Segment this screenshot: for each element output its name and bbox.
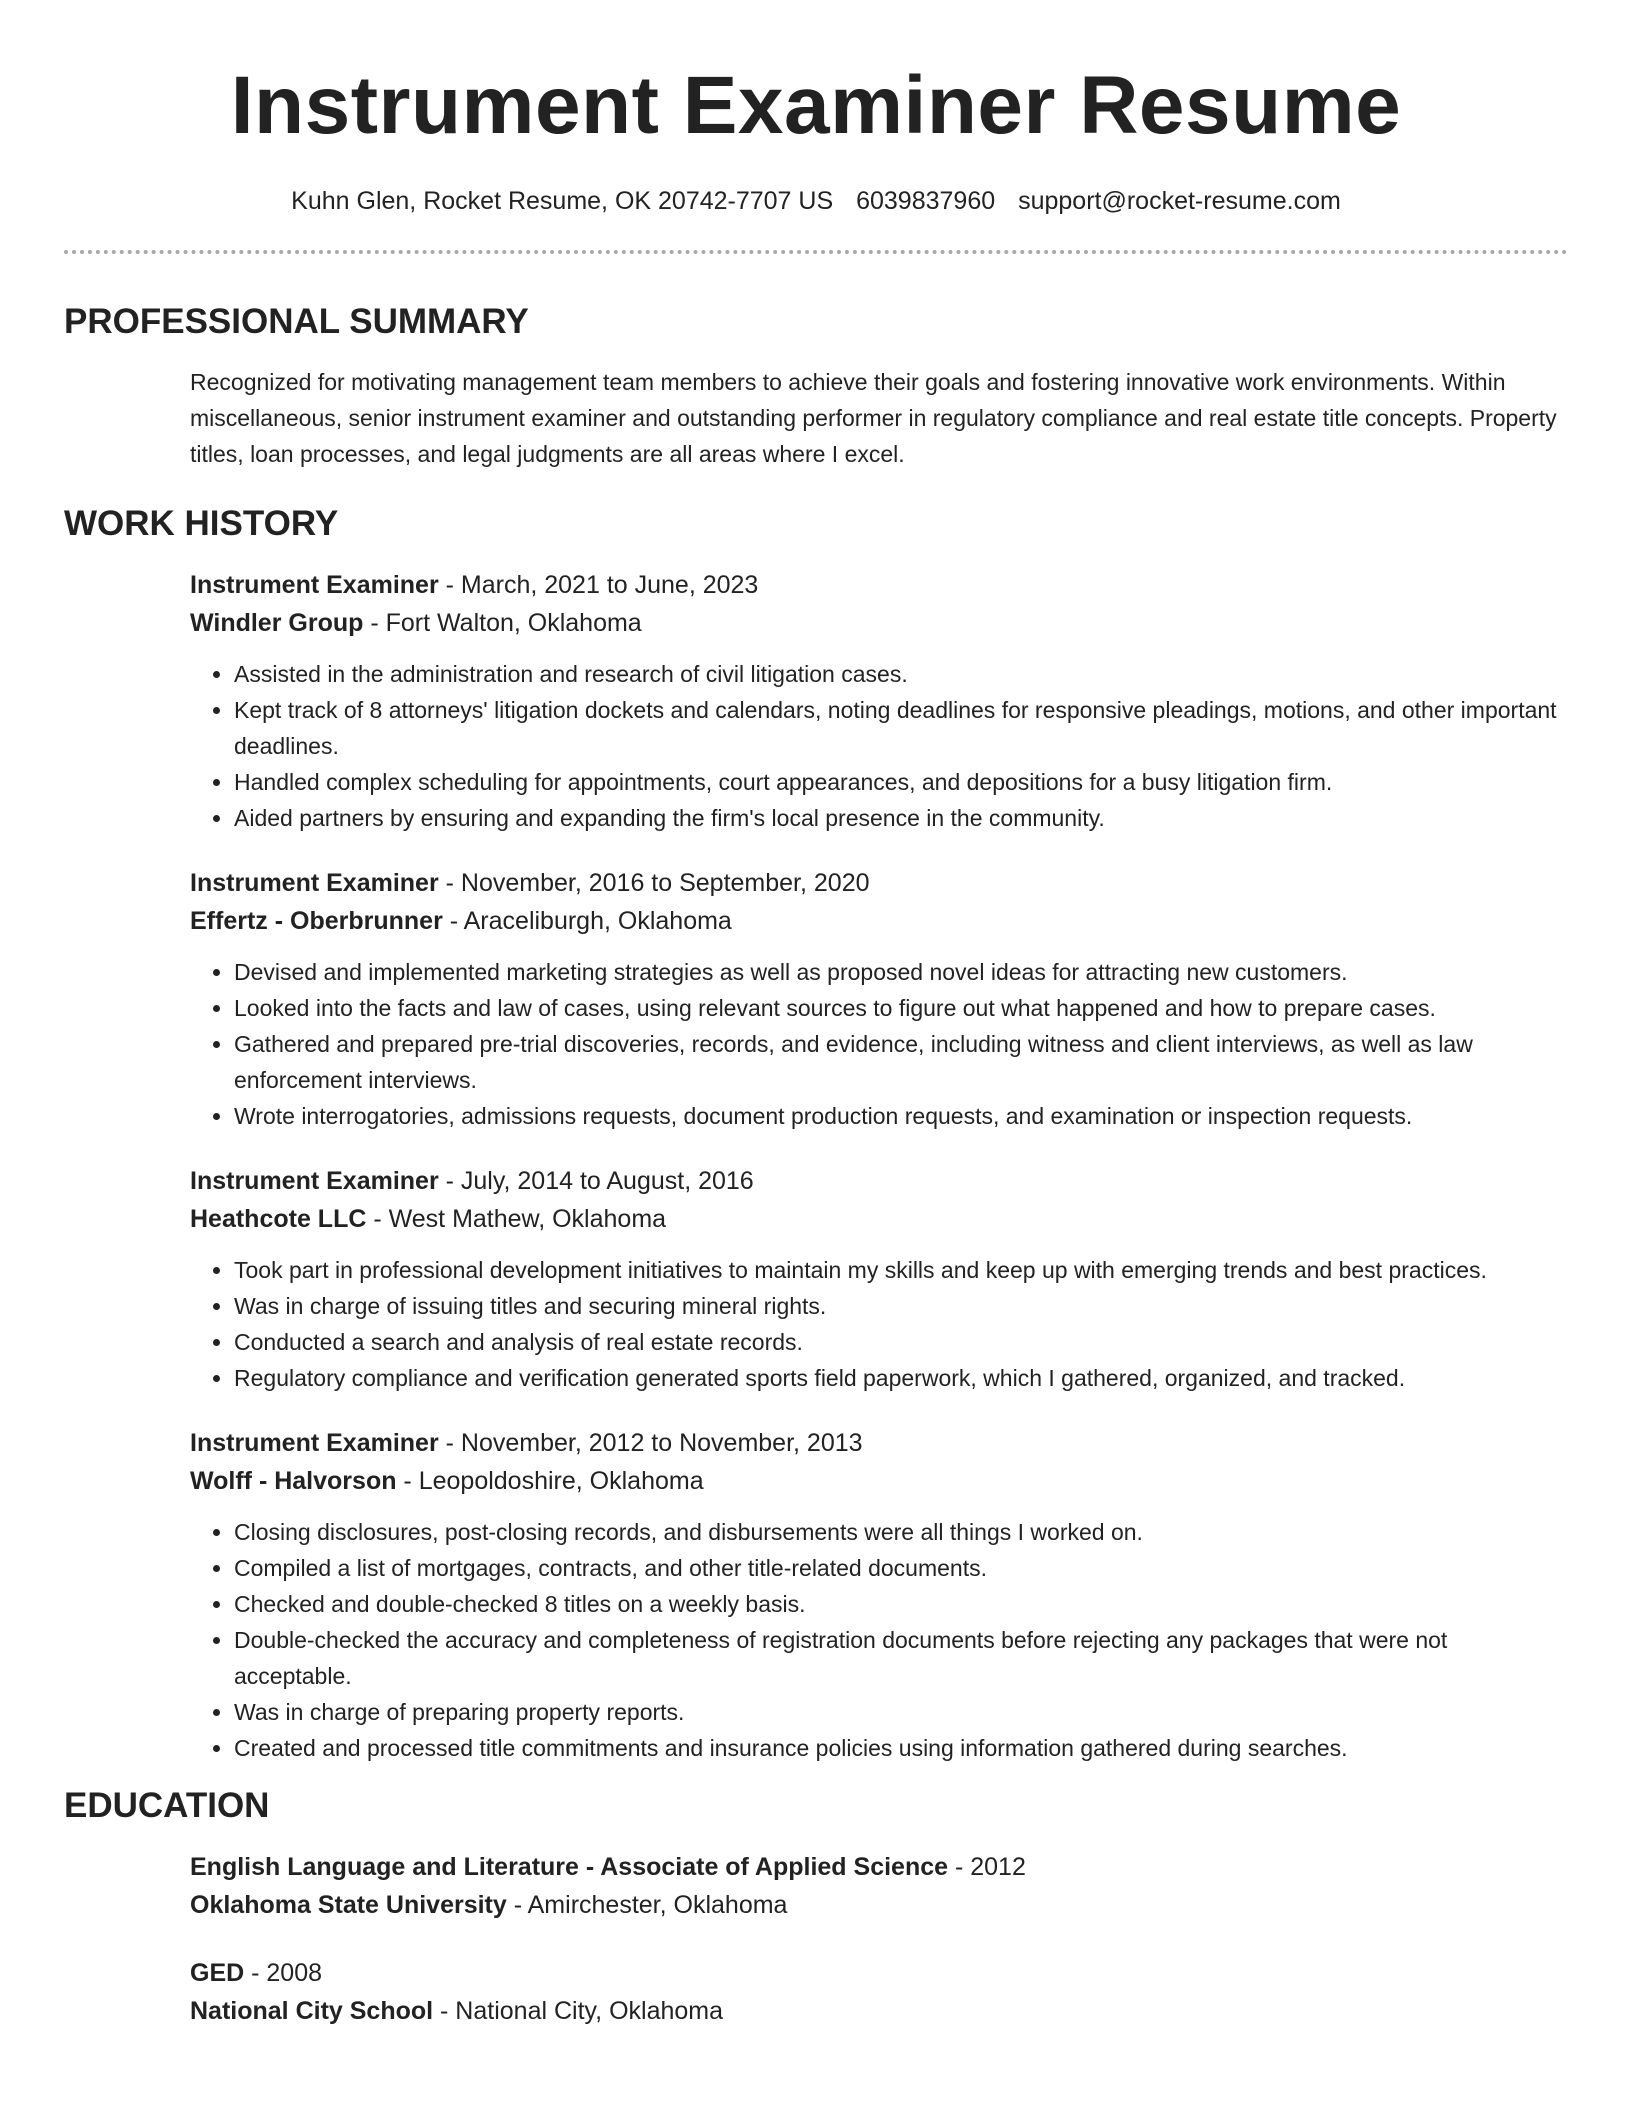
job-bullets	[190, 1514, 1568, 1766]
job-location: - Fort Walton, Oklahoma	[363, 609, 642, 637]
education-school-line	[190, 1992, 1568, 2030]
job-title-line	[190, 1162, 1568, 1200]
education-location: - Amirchester, Oklahoma	[506, 1891, 788, 1919]
job-entry	[190, 1162, 1568, 1396]
work-history-section	[190, 566, 1568, 1766]
resume-page	[64, 0, 1568, 2030]
job-company: Heathcote LLC	[190, 1205, 367, 1233]
job-entry	[190, 566, 1568, 836]
education-section	[190, 1848, 1568, 2030]
header-divider	[64, 250, 1568, 254]
job-location: - Leopoldoshire, Oklahoma	[396, 1467, 704, 1495]
contact-phone[interactable]: 6039837960	[856, 187, 996, 215]
job-title: Instrument Examiner	[190, 571, 439, 599]
job-company-line	[190, 604, 1568, 642]
contact-email[interactable]: support@rocket-resume.com	[1018, 187, 1341, 215]
education-entry	[190, 1954, 1568, 2030]
job-bullet: • Was in charge of preparing property reports.	[234, 1694, 1568, 1730]
summary-heading: PROFESSIONAL SUMMARY	[64, 302, 529, 341]
job-bullet: • Aided partners by ensuring and expanding the firm's local presence in the community.	[234, 800, 1568, 836]
job-bullets	[190, 954, 1568, 1134]
job-title: Instrument Examiner	[190, 869, 439, 897]
job-bullet: • Compiled a list of mortgages, contracts, and other title-related documents.	[234, 1550, 1568, 1586]
job-title: Instrument Examiner	[190, 1167, 439, 1195]
job-company: Windler Group	[190, 609, 364, 637]
education-degree-line	[190, 1848, 1568, 1886]
job-company-line	[190, 1462, 1568, 1500]
job-company: Wolff - Halvorson	[190, 1467, 397, 1495]
work-history-heading: WORK HISTORY	[64, 504, 339, 543]
job-location: - Araceliburgh, Oklahoma	[442, 907, 732, 935]
education-degree: English Language and Literature - Associate of Applied Science	[190, 1853, 949, 1881]
job-bullet: • Gathered and prepared pre-trial discoveries, records, and evidence, including witness and client interviews, as well as law enforcement interviews.	[234, 1026, 1568, 1098]
job-bullet: • Took part in professional development initiatives to maintain my skills and keep up with emerging trends and best practices.	[234, 1252, 1568, 1288]
education-location: - National City, Oklahoma	[433, 1997, 724, 2025]
job-title-line	[190, 1424, 1568, 1462]
job-entry	[190, 1424, 1568, 1766]
job-entry	[190, 864, 1568, 1134]
job-dates: - November, 2012 to November, 2013	[438, 1429, 863, 1457]
job-company: Effertz - Oberbrunner	[190, 907, 443, 935]
job-title-line	[190, 864, 1568, 902]
contact-line	[64, 184, 1568, 218]
education-year: - 2008	[244, 1959, 323, 1987]
job-bullet: • Conducted a search and analysis of real estate records.	[234, 1324, 1568, 1360]
job-company-line	[190, 902, 1568, 940]
education-year: - 2012	[948, 1853, 1026, 1881]
job-bullet: • Created and processed title commitments and insurance policies using information gathered during searches.	[234, 1730, 1568, 1766]
education-school: National City School	[190, 1997, 434, 2025]
summary-text: Recognized for motivating management team members to achieve their goals and fostering innovative work environments. Within miscellaneous, senior instrument examiner and outstanding performer in regulatory compliance and real estate title concepts. Property titles, loan processes, and legal judgments are all areas where I excel.	[190, 369, 1557, 467]
education-school-line	[190, 1886, 1568, 1924]
education-entry	[190, 1848, 1568, 1924]
job-bullets	[190, 1252, 1568, 1396]
job-bullet: • Wrote interrogatories, admissions requests, document production requests, and examination or inspection requests.	[234, 1098, 1568, 1134]
contact-address: Kuhn Glen, Rocket Resume, OK 20742-7707 US	[291, 187, 834, 215]
job-bullet: • Double-checked the accuracy and completeness of registration documents before rejecting any packages that were not acceptable.	[234, 1622, 1568, 1694]
job-company-line	[190, 1200, 1568, 1238]
education-degree: GED	[190, 1959, 245, 1987]
job-bullet: • Closing disclosures, post-closing records, and disbursements were all things I worked on.	[234, 1514, 1568, 1550]
job-dates: - July, 2014 to August, 2016	[438, 1167, 754, 1195]
summary-section	[190, 364, 1568, 472]
education-heading: EDUCATION	[64, 1786, 270, 1825]
education-degree-line	[190, 1954, 1568, 1992]
job-bullet: • Devised and implemented marketing strategies as well as proposed novel ideas for attracting new customers.	[234, 954, 1568, 990]
resume-title: Instrument Examiner Resume	[230, 60, 1402, 151]
job-dates: - November, 2016 to September, 2020	[438, 869, 870, 897]
job-bullets	[190, 656, 1568, 836]
job-title-line	[190, 566, 1568, 604]
job-location: - West Mathew, Oklahoma	[366, 1205, 667, 1233]
job-bullet: • Regulatory compliance and verification generated sports field paperwork, which I gathered, organized, and tracked.	[234, 1360, 1568, 1396]
job-dates: - March, 2021 to June, 2023	[438, 571, 759, 599]
job-bullet: • Kept track of 8 attorneys' litigation dockets and calendars, noting deadlines for responsive pleadings, motions, and other important deadlines.	[234, 692, 1568, 764]
job-bullet: • Handled complex scheduling for appointments, court appearances, and depositions for a busy litigation firm.	[234, 764, 1568, 800]
job-bullet: • Checked and double-checked 8 titles on a weekly basis.	[234, 1586, 1568, 1622]
job-bullet: • Assisted in the administration and research of civil litigation cases.	[234, 656, 1568, 692]
job-bullet: • Was in charge of issuing titles and securing mineral rights.	[234, 1288, 1568, 1324]
job-title: Instrument Examiner	[190, 1429, 439, 1457]
education-school: Oklahoma State University	[190, 1891, 507, 1919]
job-bullet: • Looked into the facts and law of cases, using relevant sources to figure out what happened and how to prepare cases.	[234, 990, 1568, 1026]
